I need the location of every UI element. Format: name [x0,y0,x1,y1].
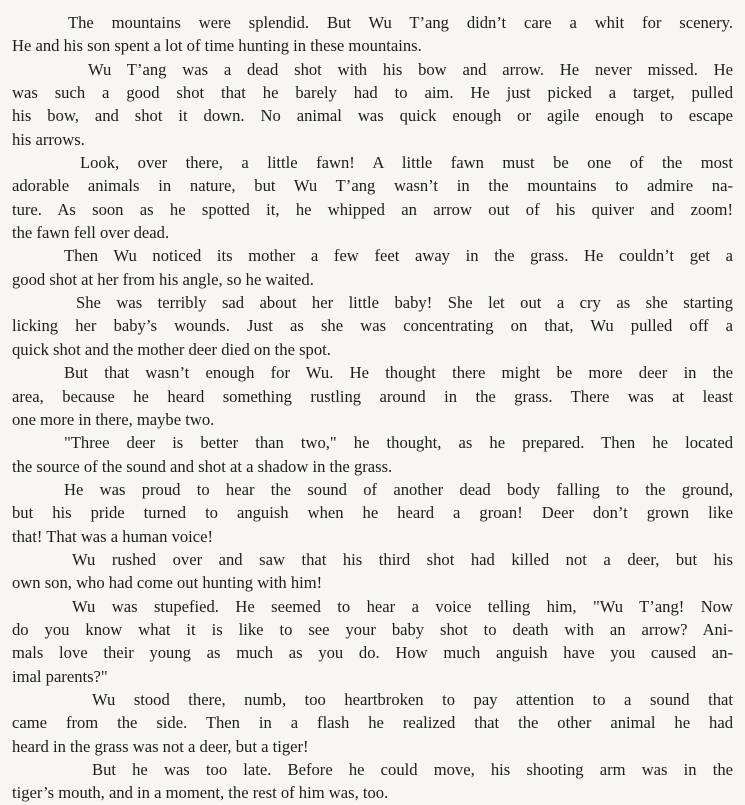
text-line: heard in the grass was not a deer, but a tiger! [12,736,309,756]
text-line: The mountains were splendid. But Wu T’ang didn’t care a whit for scenery. [68,13,733,32]
text-line: was such a good shot that he barely had to aim. He just picked a target, pulled [12,83,733,103]
text-line: "Three deer is better than two," he thought, as he prepared. Then he located [64,433,733,453]
text-line: but his pride turned to anguish when he heard a groan! Deer don’t grown like [12,503,733,523]
text-line: But he was too late. Before he could move, his shooting arm was in the [92,760,733,779]
text-line: Look, over there, a little fawn! A little fawn must be one of the most [80,153,733,173]
text-line: own son, who had come out hunting with him! [12,573,323,593]
text-line: adorable animals in nature, but Wu T’ang wasn’t in the mountains to admire na- [12,176,733,196]
text-line: Then Wu noticed its mother a few feet away in the grass. He couldn’t get a [64,246,733,266]
text-line: licking her baby’s wounds. Just as she was concentrating on that, Wu pulled off a [12,316,733,336]
text-line: Wu T’ang was a dead shot with his bow and arrow. He never missed. He [88,59,733,79]
text-line: that! That was a human voice! [12,526,214,546]
text-line: area, because he heard something rustling around in the grass. There was at least [12,386,733,406]
text-line: He and his son spent a lot of time hunting in these mountains. [12,36,422,56]
text-line: one more in there, maybe two. [12,409,215,429]
text-line: quick shot and the mother deer died on the spot. [12,339,331,359]
text-line: He was proud to hear the sound of another dead body falling to the ground, [64,479,733,499]
text-line: good shot at her from his angle, so he waited. [12,269,314,289]
text-line: do you know what it is like to see your baby shot to death with an arrow? Ani- [12,619,733,639]
text-line: But that wasn’t enough for Wu. He thought there might be more deer in the [64,363,733,383]
text-line: the fawn fell over dead. [12,223,170,243]
text-line: imal parents?" [12,666,108,686]
text-line: his arrows. [12,129,85,149]
text-line: Wu stood there, numb, too heartbroken to pay attention to a sound that [92,689,733,709]
text-line: Wu was stupefied. He seemed to hear a voice telling him, "Wu T’ang! Now [72,596,733,616]
text-line: She was terribly sad about her little baby! She let out a cry as she starting [76,293,733,313]
text-line: Wu rushed over and saw that his third shot had killed not a deer, but his [72,549,733,569]
text-line: came from the side. Then in a flash he realized that the other animal he had [12,713,733,733]
text-line: tiger’s mouth, and in a moment, the rest of him was, too. [12,783,389,803]
text-line: the source of the sound and shot at a shadow in the grass. [12,456,393,476]
text-line: his bow, and shot it down. No animal was quick enough or agile enough to escape [12,106,733,126]
text-line: ture. As soon as he spotted it, he whipped an arrow out of his quiver and zoom! [12,199,733,219]
text-line: mals love their young as much as you do. How much anguish have you caused an- [12,643,733,663]
